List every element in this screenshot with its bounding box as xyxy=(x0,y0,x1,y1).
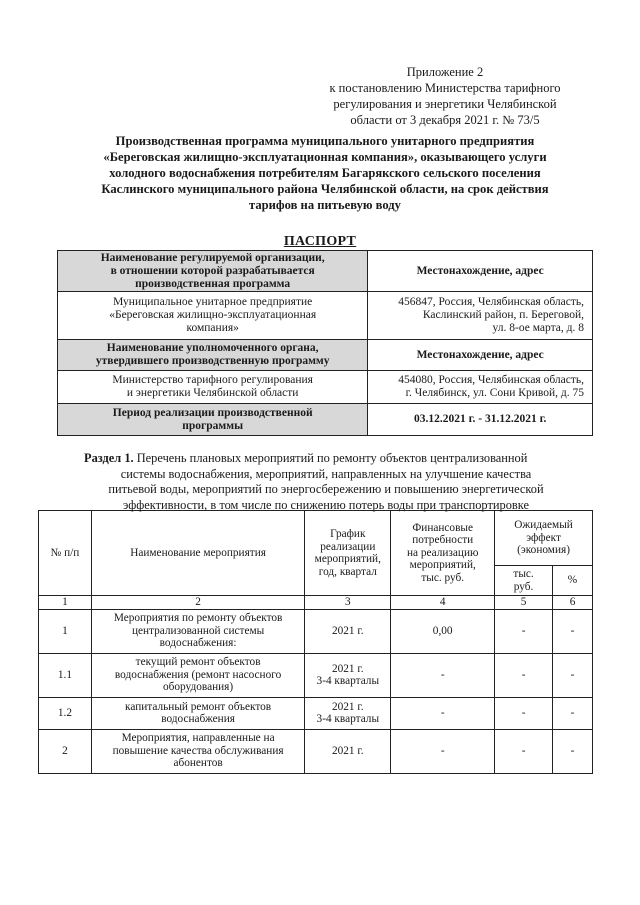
row-effect-rub: - xyxy=(495,609,553,653)
header-num: № п/п xyxy=(39,511,92,596)
row-finance: - xyxy=(391,729,495,773)
period-header-cell: Период реализации производственной программы xyxy=(58,404,368,436)
header-effect-rub: тыс. руб. xyxy=(495,566,553,596)
row-finance: - xyxy=(391,653,495,697)
title-line: холодного водоснабжения потребителям Багарякского сельского поселения xyxy=(109,166,541,180)
row-num: 2 xyxy=(39,729,92,773)
row-effect-rub: - xyxy=(495,653,553,697)
section-line: питьевой воды, мероприятий по энергосбережению и повышению энергетической xyxy=(108,482,544,496)
col-number: 4 xyxy=(391,596,495,610)
section-line: системы водоснабжения, мероприятий, направленных на улучшение качества xyxy=(120,466,532,481)
title-line: «Береговская жилищно-эксплуатационная компания», оказывающего услуги xyxy=(103,150,547,164)
section-1-heading xyxy=(58,451,594,513)
authority-address-header-cell: Местонахождение, адрес xyxy=(368,340,593,371)
row-schedule: 2021 г. 3-4 кварталы xyxy=(305,653,391,697)
section-line: эффективности, в том числе по снижению потерь воды при транспортировке xyxy=(123,497,529,512)
row-num: 1.2 xyxy=(39,697,92,729)
annex-line: к постановлению Министерства тарифного xyxy=(329,81,561,95)
row-name: Мероприятия по ремонту объектов централизованной системы водоснабжения: xyxy=(91,609,304,653)
header-name: Наименование мероприятия xyxy=(91,511,304,596)
table-row xyxy=(39,609,593,653)
row-name: текущий ремонт объектов водоснабжения (ремонт насосного оборудования) xyxy=(91,653,304,697)
row-schedule: 2021 г. xyxy=(305,609,391,653)
col-number: 2 xyxy=(91,596,304,610)
row-name: капитальный ремонт объектов водоснабжения xyxy=(91,697,304,729)
header-schedule: График реализации мероприятий, год, квартал xyxy=(305,511,391,596)
org-address-cell: 456847, Россия, Челябинская область, Каслинский район, п. Береговой, ул. 8-ое марта, д. 8 xyxy=(368,292,593,340)
address-header-cell: Местонахождение, адрес xyxy=(368,251,593,292)
row-effect-pct: - xyxy=(553,697,593,729)
period-value-cell: 03.12.2021 г. - 31.12.2021 г. xyxy=(368,404,593,436)
row-effect-pct: - xyxy=(553,653,593,697)
table-row xyxy=(39,697,593,729)
table-row xyxy=(39,729,593,773)
org-header-cell: Наименование регулируемой организации, в отношении которой разрабатывается производственная программа xyxy=(58,251,368,292)
table-row xyxy=(39,653,593,697)
row-num: 1.1 xyxy=(39,653,92,697)
annex-line: Приложение 2 xyxy=(406,65,484,79)
authority-name-cell: Министерство тарифного регулирования и энергетики Челябинской области xyxy=(58,371,368,404)
col-number: 5 xyxy=(495,596,553,610)
passport-table xyxy=(57,250,593,436)
row-num: 1 xyxy=(39,609,92,653)
document-title xyxy=(60,133,590,213)
header-finance: Финансовые потребности на реализацию мероприятий, тыс. руб. xyxy=(391,511,495,596)
row-schedule: 2021 г. 3-4 кварталы xyxy=(305,697,391,729)
row-effect-rub: - xyxy=(495,697,553,729)
row-finance: - xyxy=(391,697,495,729)
row-schedule: 2021 г. xyxy=(305,729,391,773)
org-name-cell: Муниципальное унитарное предприятие «Береговская жилищно-эксплуатационная компания» xyxy=(58,292,368,340)
title-line: Каслинского муниципального района Челябинской области, на срок действия xyxy=(101,182,549,196)
annex-line: регулирования и энергетики Челябинской xyxy=(333,97,557,111)
works-table xyxy=(38,510,593,774)
col-number: 6 xyxy=(553,596,593,610)
annex-line: области от 3 декабря 2021 г. № 73/5 xyxy=(350,113,540,127)
section-line: Раздел 1. Перечень плановых мероприятий по ремонту объектов централизованной xyxy=(84,451,528,465)
title-line: тарифов на питьевую воду xyxy=(249,198,401,212)
section-label: Раздел 1. xyxy=(84,451,134,465)
row-effect-rub: - xyxy=(495,729,553,773)
row-finance: 0,00 xyxy=(391,609,495,653)
header-effect-pct: % xyxy=(553,566,593,596)
row-effect-pct: - xyxy=(553,729,593,773)
title-line: Производственная программа муниципального унитарного предприятия xyxy=(115,134,535,148)
row-effect-pct: - xyxy=(553,609,593,653)
authority-address-cell: 454080, Россия, Челябинская область, г. Челябинск, ул. Сони Кривой, д. 75 xyxy=(368,371,593,404)
header-effect: Ожидаемый эффект (экономия) xyxy=(495,511,593,566)
col-number: 3 xyxy=(305,596,391,610)
col-number: 1 xyxy=(39,596,92,610)
row-name: Мероприятия, направленные на повышение качества обслуживания абонентов xyxy=(91,729,304,773)
passport-heading: ПАСПОРТ xyxy=(283,234,357,249)
annex-header xyxy=(300,64,590,128)
authority-header-cell: Наименование уполномоченного органа, утвердившего производственную программу xyxy=(58,340,368,371)
